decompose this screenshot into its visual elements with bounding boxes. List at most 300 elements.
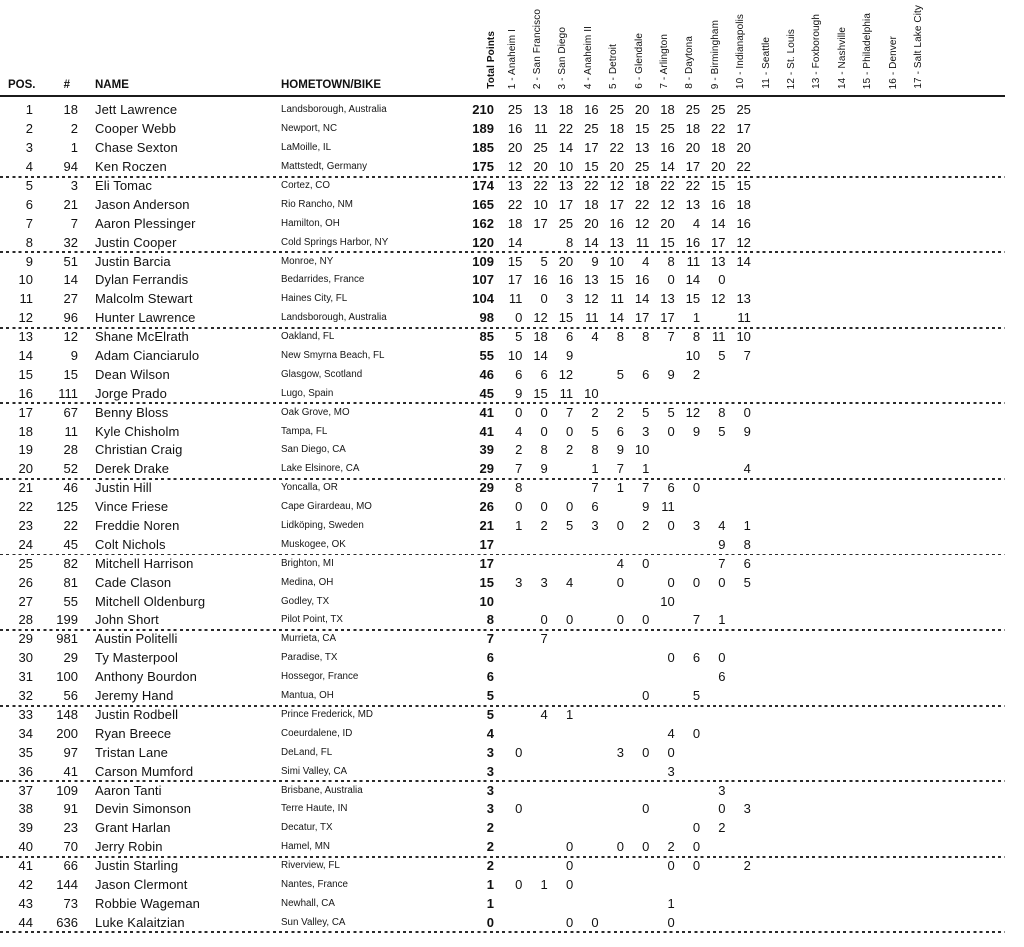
- round-points-cell: 16: [507, 121, 523, 137]
- table-header: [0, 0, 1005, 97]
- position-cell: 36: [18, 763, 33, 779]
- round-points-cell: 1: [515, 518, 523, 534]
- total-points-cell: 26: [479, 499, 494, 515]
- round-points-cell: 0: [667, 518, 675, 534]
- round-points-cell: 2: [667, 839, 675, 855]
- rider-number-cell: 82: [63, 555, 78, 571]
- rider-name-cell: Cade Clason: [95, 574, 172, 590]
- round-points-cell: 0: [515, 876, 523, 892]
- position-cell: 1: [25, 102, 33, 118]
- round-points-cell: 13: [634, 140, 650, 156]
- hometown-cell: Lake Elsinore, CA: [281, 463, 360, 475]
- hometown-cell: Terre Haute, IN: [281, 803, 348, 815]
- round-points-cell: 8: [616, 329, 624, 345]
- table-row: [0, 649, 1005, 668]
- position-cell: 37: [18, 782, 33, 798]
- hometown-cell: Glasgow, Scotland: [281, 368, 363, 380]
- round-points-cell: 20: [634, 102, 650, 118]
- round-points-cell: 0: [565, 914, 574, 930]
- rider-name-cell: Austin Politelli: [95, 631, 178, 647]
- rider-number-cell: 32: [63, 234, 78, 250]
- round-points-cell: 22: [711, 121, 726, 137]
- position-cell: 28: [18, 612, 33, 628]
- round-points-cell: 0: [540, 404, 548, 420]
- round-points-cell: 22: [533, 178, 548, 193]
- column-header-name: NAME: [95, 79, 129, 91]
- rider-number-cell: 200: [56, 725, 78, 741]
- total-points-cell: 98: [479, 310, 494, 326]
- rider-name-cell: Aaron Plessinger: [95, 215, 196, 231]
- round-points-cell: 10: [660, 593, 675, 609]
- rider-name-cell: Ty Masterpool: [95, 650, 178, 666]
- round-points-cell: 14: [609, 310, 624, 326]
- rider-name-cell: Jason Clermont: [95, 876, 188, 892]
- round-points-cell: 0: [667, 272, 675, 288]
- round-points-cell: 25: [736, 102, 751, 118]
- rider-number-cell: 27: [63, 291, 78, 307]
- round-column-header: [881, 0, 906, 95]
- round-points-cell: 3: [692, 518, 701, 534]
- round-points-cell: 0: [667, 914, 675, 930]
- round-points-cell: 18: [609, 121, 624, 137]
- round-points-cell: 17: [533, 215, 548, 231]
- round-points-cell: 12: [634, 215, 650, 231]
- total-points-cell: 165: [472, 196, 494, 212]
- total-points-cell: 3: [486, 782, 494, 798]
- round-points-cell: 9: [515, 385, 523, 401]
- table-row: [0, 630, 1005, 649]
- round-points-cell: 8: [692, 329, 701, 345]
- round-points-cell: 5: [718, 423, 726, 439]
- round-column-label: 16 - Denver: [887, 35, 899, 89]
- total-points-cell: 2: [486, 820, 494, 836]
- position-cell: 29: [18, 631, 33, 647]
- column-header-hometown: HOMETOWN/BIKE: [281, 79, 382, 91]
- rider-name-cell: Justin Starling: [95, 858, 179, 874]
- hometown-cell: Oakland, FL: [281, 331, 335, 343]
- round-points-cell: 0: [515, 801, 523, 817]
- round-points-cell: 0: [515, 744, 523, 760]
- round-points-cell: 0: [642, 555, 650, 571]
- round-points-cell: 14: [634, 291, 650, 307]
- round-points-cell: 12: [584, 291, 599, 307]
- round-points-cell: 17: [711, 234, 726, 250]
- hometown-cell: Coeurdalene, ID: [281, 727, 353, 739]
- round-points-cell: 15: [609, 272, 624, 288]
- round-points-cell: 4: [540, 706, 548, 722]
- position-cell: 34: [18, 725, 33, 741]
- table-row: [0, 554, 1005, 573]
- position-cell: 24: [18, 536, 33, 552]
- total-points-cell: 175: [472, 159, 494, 175]
- rider-name-cell: Anthony Bourdon: [95, 669, 197, 685]
- hometown-cell: Brisbane, Australia: [281, 784, 363, 796]
- hometown-cell: Godley, TX: [281, 595, 330, 607]
- rider-number-cell: 67: [63, 404, 78, 420]
- round-points-cell: 0: [642, 744, 650, 760]
- rider-number-cell: 73: [63, 895, 78, 911]
- round-points-cell: 10: [533, 196, 548, 212]
- hometown-cell: Cortez, CO: [281, 180, 330, 191]
- round-points-cell: 0: [667, 858, 675, 874]
- rider-name-cell: Jorge Prado: [95, 385, 167, 401]
- rider-name-cell: Freddie Noren: [95, 518, 180, 534]
- round-points-cell: 7: [515, 461, 523, 477]
- position-cell: 2: [25, 121, 33, 137]
- round-points-cell: 7: [616, 461, 624, 477]
- round-points-cell: 12: [711, 291, 726, 307]
- position-cell: 35: [18, 744, 33, 760]
- round-column-header: [525, 0, 550, 95]
- total-points-cell: 189: [472, 121, 494, 137]
- round-points-cell: 0: [565, 858, 574, 874]
- round-points-cell: 0: [718, 272, 726, 288]
- table-row: [0, 403, 1005, 422]
- rider-number-cell: 125: [56, 499, 78, 515]
- round-points-cell: 7: [642, 480, 650, 496]
- total-points-cell: 17: [479, 555, 494, 571]
- rider-number-cell: 100: [56, 669, 78, 685]
- round-points-cell: 1: [718, 612, 726, 628]
- total-points-cell: 29: [479, 461, 494, 477]
- round-points-cell: 7: [692, 612, 701, 628]
- hometown-cell: LaMoille, IL: [281, 142, 332, 154]
- rider-name-cell: Shane McElrath: [95, 329, 189, 345]
- rider-name-cell: Justin Hill: [95, 480, 152, 496]
- round-points-cell: 10: [584, 385, 599, 401]
- position-cell: 43: [18, 895, 33, 911]
- round-points-cell: 9: [540, 461, 548, 477]
- table-row: [0, 894, 1005, 913]
- rider-name-cell: Mitchell Harrison: [95, 555, 194, 571]
- round-points-cell: 8: [515, 480, 523, 496]
- table-row: [0, 857, 1005, 876]
- position-cell: 42: [18, 876, 33, 892]
- round-points-cell: 9: [565, 348, 574, 364]
- round-points-cell: 12: [685, 404, 701, 420]
- table-row: [0, 517, 1005, 536]
- round-points-cell: 5: [565, 518, 574, 534]
- rider-name-cell: Jerry Robin: [95, 839, 163, 855]
- round-points-cell: 15: [711, 178, 726, 193]
- round-points-cell: 0: [616, 574, 624, 590]
- table-row: [0, 195, 1005, 214]
- rider-number-cell: 70: [63, 839, 78, 855]
- round-points-cell: 25: [711, 102, 726, 118]
- total-points-cell: 46: [479, 366, 494, 382]
- hometown-cell: Mantua, OH: [281, 690, 334, 702]
- hometown-cell: Cape Girardeau, MO: [281, 501, 372, 513]
- round-points-cell: 6: [616, 423, 624, 439]
- round-column-header: [576, 0, 601, 95]
- rider-number-cell: 52: [63, 461, 78, 477]
- round-points-cell: 0: [692, 574, 701, 590]
- round-points-cell: 18: [507, 215, 523, 231]
- round-points-cell: 12: [533, 310, 548, 326]
- position-cell: 16: [18, 385, 33, 401]
- round-column-label: 1 - Anaheim I: [506, 28, 518, 89]
- position-cell: 20: [18, 461, 33, 477]
- table-row: [0, 611, 1005, 630]
- rider-name-cell: Devin Simonson: [95, 801, 192, 817]
- round-points-cell: 9: [692, 423, 701, 439]
- hometown-cell: DeLand, FL: [281, 746, 333, 758]
- round-points-cell: 0: [718, 801, 726, 817]
- round-column-label: 3 - San Diego: [557, 26, 569, 89]
- total-points-cell: 29: [479, 480, 494, 496]
- position-cell: 27: [18, 593, 33, 609]
- position-cell: 21: [18, 480, 33, 496]
- round-column-header: [729, 0, 754, 95]
- round-points-cell: 13: [507, 178, 523, 193]
- round-points-cell: 20: [609, 159, 624, 175]
- position-cell: 9: [25, 253, 33, 269]
- hometown-cell: Brighton, MI: [281, 557, 334, 569]
- round-points-cell: 0: [565, 423, 574, 439]
- round-points-cell: 3: [540, 574, 548, 590]
- total-points-cell: 5: [486, 688, 494, 704]
- rider-name-cell: Colt Nichols: [95, 536, 166, 552]
- round-points-cell: 17: [558, 196, 574, 212]
- round-points-cell: 20: [736, 140, 751, 156]
- round-points-cell: 17: [507, 272, 523, 288]
- table-row: [0, 422, 1005, 441]
- rider-name-cell: Benny Bloss: [95, 404, 169, 420]
- round-column-header: [627, 0, 652, 95]
- table-row: [0, 158, 1005, 177]
- round-points-cell: 5: [515, 329, 523, 345]
- rider-name-cell: Luke Kalaitzian: [95, 914, 185, 930]
- round-points-cell: 0: [515, 499, 523, 515]
- round-points-cell: 4: [642, 253, 650, 269]
- round-points-cell: 16: [533, 272, 548, 288]
- round-points-cell: 13: [685, 196, 701, 212]
- round-points-cell: 0: [642, 612, 650, 628]
- hometown-cell: Muskogee, OK: [281, 538, 346, 550]
- round-points-cell: 7: [565, 404, 574, 420]
- round-column-header: [779, 0, 804, 95]
- round-points-cell: 2: [591, 404, 599, 420]
- hometown-cell: Lugo, Spain: [281, 387, 334, 399]
- round-points-cell: 15: [533, 385, 548, 401]
- rider-name-cell: John Short: [95, 612, 159, 628]
- round-points-cell: 0: [565, 876, 574, 892]
- round-points-cell: 4: [743, 461, 751, 477]
- round-points-cell: 8: [667, 253, 675, 269]
- hometown-cell: Prince Frederick, MD: [281, 708, 373, 720]
- round-points-cell: 13: [736, 291, 751, 307]
- round-column-label: 7 - Arlington: [659, 34, 671, 89]
- rider-number-cell: 15: [63, 366, 78, 382]
- position-cell: 32: [18, 688, 33, 704]
- round-points-cell: 3: [515, 574, 523, 590]
- standings-rows: [0, 97, 1024, 932]
- hometown-cell: Rio Rancho, NM: [281, 198, 353, 210]
- round-points-cell: 16: [558, 272, 574, 288]
- table-row: [0, 762, 1005, 781]
- round-points-cell: 11: [737, 310, 751, 326]
- round-points-cell: 4: [692, 215, 701, 231]
- position-cell: 41: [18, 858, 33, 874]
- rider-number-cell: 636: [56, 914, 78, 930]
- table-row: [0, 101, 1005, 120]
- round-points-cell: 0: [540, 291, 548, 307]
- round-points-cell: 8: [565, 234, 574, 250]
- rider-number-cell: 81: [63, 574, 78, 590]
- round-points-cell: 3: [565, 291, 574, 307]
- column-header-number: #: [63, 79, 70, 91]
- rider-name-cell: Jeremy Hand: [95, 688, 174, 704]
- position-cell: 22: [18, 499, 33, 515]
- hometown-cell: Mattstedt, Germany: [281, 161, 368, 173]
- round-points-cell: 8: [743, 536, 751, 552]
- round-points-cell: 20: [660, 215, 675, 231]
- hometown-cell: Nantes, France: [281, 878, 348, 890]
- hometown-cell: Newhall, CA: [281, 897, 335, 909]
- round-points-cell: 2: [692, 366, 701, 382]
- table-row: [0, 365, 1005, 384]
- round-points-cell: 0: [565, 499, 574, 515]
- total-points-cell: 7: [486, 631, 494, 647]
- round-column-header: [678, 0, 703, 95]
- round-points-cell: 6: [667, 480, 675, 496]
- rider-number-cell: 28: [63, 442, 78, 458]
- column-header-total-points: [462, 0, 500, 95]
- table-row: [0, 271, 1005, 290]
- round-column-label: 2 - San Francisco: [532, 8, 544, 89]
- round-points-cell: 18: [711, 140, 726, 156]
- hometown-cell: Tampa, FL: [281, 425, 328, 437]
- round-points-cell: 0: [616, 839, 624, 855]
- round-points-cell: 1: [616, 480, 624, 496]
- round-points-cell: 18: [584, 196, 599, 212]
- round-points-cell: 10: [685, 348, 701, 364]
- table-row: [0, 214, 1005, 233]
- round-points-cell: 18: [634, 178, 650, 193]
- round-points-cell: 4: [591, 329, 599, 345]
- round-points-cell: 3: [591, 518, 599, 534]
- round-points-cell: 14: [584, 234, 599, 250]
- total-points-cell: 41: [479, 404, 494, 420]
- rider-name-cell: Derek Drake: [95, 461, 170, 477]
- rider-number-cell: 46: [63, 480, 78, 496]
- position-cell: 3: [25, 140, 33, 156]
- round-points-cell: 11: [686, 253, 701, 269]
- round-points-cell: 0: [667, 423, 675, 439]
- position-cell: 25: [18, 555, 33, 571]
- round-points-cell: 14: [558, 140, 574, 156]
- round-points-cell: 9: [591, 253, 599, 269]
- rider-number-cell: 97: [63, 744, 78, 760]
- round-column-header: [754, 0, 779, 95]
- round-points-cell: 2: [642, 518, 650, 534]
- round-column-label: 11 - Seattle: [760, 37, 772, 89]
- round-points-cell: 14: [685, 272, 701, 288]
- position-cell: 17: [18, 404, 33, 420]
- round-points-cell: 18: [533, 329, 548, 345]
- round-points-cell: 1: [743, 518, 751, 534]
- rider-name-cell: Justin Rodbell: [95, 706, 179, 722]
- rider-number-cell: 7: [70, 215, 78, 231]
- table-row: [0, 460, 1005, 479]
- round-points-cell: 15: [634, 121, 650, 137]
- position-cell: 11: [19, 291, 33, 307]
- round-points-cell: 17: [609, 196, 624, 212]
- round-points-cell: 0: [718, 574, 726, 590]
- total-points-cell: 2: [486, 858, 494, 874]
- table-row: [0, 479, 1005, 498]
- round-points-cell: 25: [634, 159, 650, 175]
- round-points-cell: 17: [584, 140, 599, 156]
- round-points-cell: 15: [558, 310, 574, 326]
- round-points-cell: 16: [711, 196, 726, 212]
- table-row: [0, 120, 1005, 139]
- total-points-cell: 21: [479, 518, 494, 534]
- table-row: [0, 233, 1005, 252]
- round-points-cell: 11: [661, 499, 675, 515]
- rider-name-cell: Grant Harlan: [95, 820, 171, 836]
- rider-name-cell: Justin Barcia: [95, 253, 171, 269]
- total-points-cell: 104: [472, 291, 494, 307]
- round-points-cell: 10: [736, 329, 751, 345]
- round-points-cell: 0: [642, 688, 650, 704]
- round-points-cell: 5: [591, 423, 599, 439]
- total-points-cell: 17: [479, 536, 494, 552]
- round-points-cell: 4: [565, 574, 574, 590]
- round-points-cell: 7: [743, 348, 751, 364]
- position-cell: 5: [25, 178, 33, 193]
- rider-number-cell: 1: [70, 140, 78, 156]
- round-points-cell: 0: [616, 612, 624, 628]
- round-points-cell: 0: [692, 839, 701, 855]
- round-points-cell: 20: [711, 159, 726, 175]
- round-points-cell: 1: [667, 895, 675, 911]
- round-column-label: 6 - Glendale: [633, 33, 645, 89]
- round-points-cell: 22: [584, 178, 599, 193]
- rider-name-cell: Jett Lawrence: [95, 102, 178, 118]
- rider-number-cell: 18: [63, 102, 78, 118]
- table-row: [0, 290, 1005, 309]
- hometown-cell: Simi Valley, CA: [281, 765, 348, 777]
- round-points-cell: 11: [585, 310, 599, 326]
- round-column-label: 17 - Salt Lake City: [912, 5, 924, 89]
- position-cell: 44: [18, 914, 33, 930]
- total-points-cell: 1: [486, 876, 494, 892]
- round-points-cell: 20: [507, 140, 523, 156]
- total-points-cell: 3: [486, 744, 494, 760]
- position-cell: 38: [18, 801, 33, 817]
- position-cell: 8: [25, 234, 33, 250]
- round-points-cell: 3: [743, 801, 751, 817]
- hometown-cell: Murrieta, CA: [281, 633, 336, 645]
- round-points-cell: 2: [515, 442, 523, 458]
- round-points-cell: 7: [540, 631, 548, 647]
- column-header-pos: POS.: [8, 79, 36, 91]
- round-column-label: 15 - Philadelphia: [862, 12, 874, 89]
- round-points-cell: 15: [584, 159, 599, 175]
- table-row: [0, 781, 1005, 800]
- round-points-cell: 0: [565, 839, 574, 855]
- round-points-cell: 6: [540, 366, 548, 382]
- rider-number-cell: 45: [63, 536, 78, 552]
- round-points-cell: 20: [533, 159, 548, 175]
- round-points-cell: 0: [591, 914, 599, 930]
- rider-name-cell: Hunter Lawrence: [95, 310, 196, 326]
- hometown-cell: Haines City, FL: [281, 293, 348, 305]
- table-row: [0, 441, 1005, 460]
- table-row: [0, 139, 1005, 158]
- round-points-cell: 0: [515, 404, 523, 420]
